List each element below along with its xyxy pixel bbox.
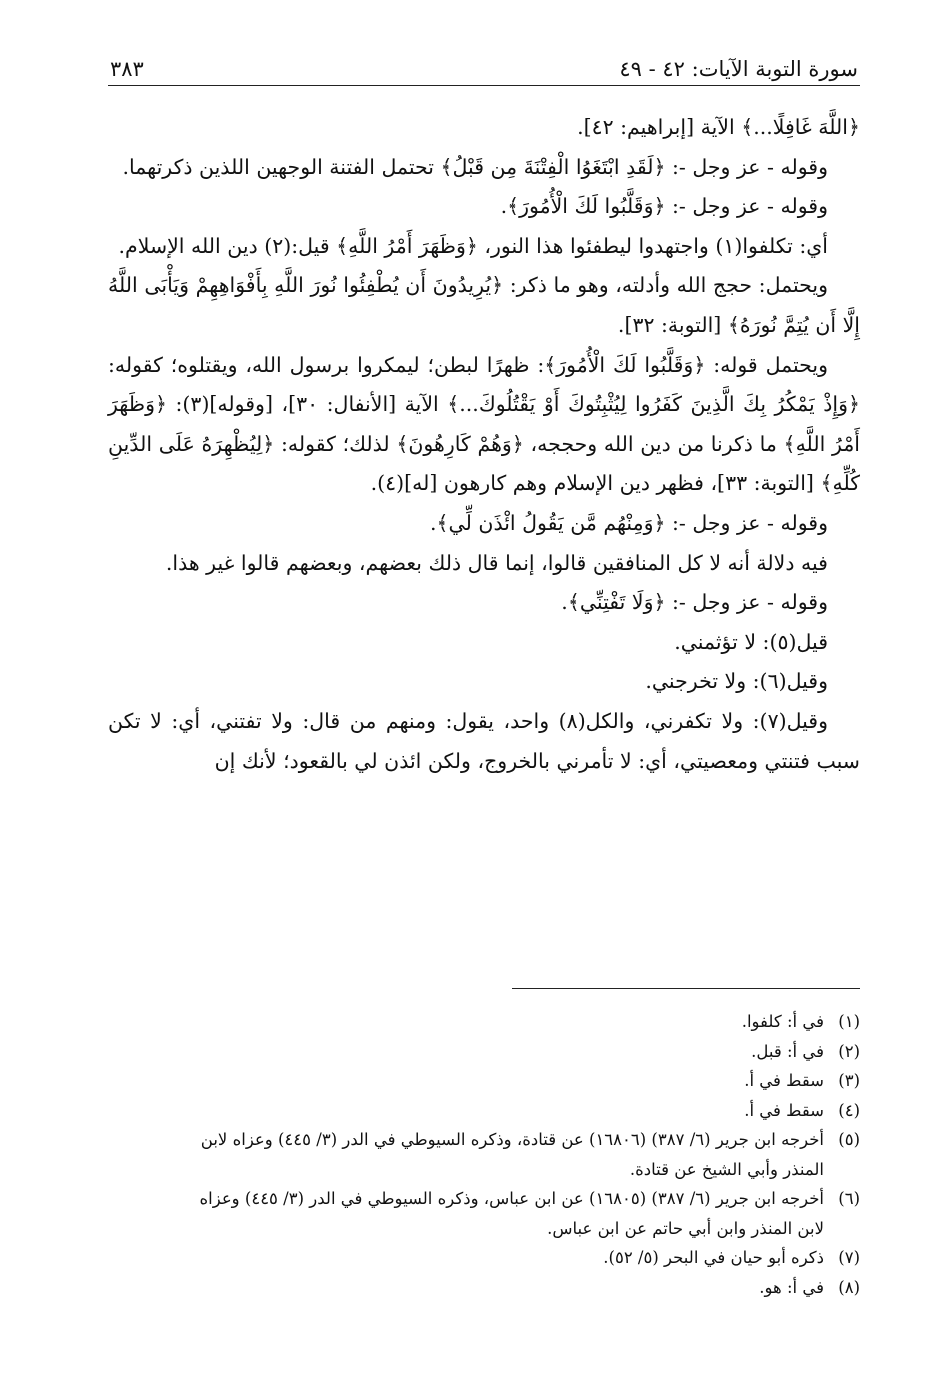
footnote-text: أخرجه ابن جرير (٦/ ٣٨٧) (١٦٨٠٦) عن قتادة، وذكره السيوطي في الدر (٣/ ٤٤٥) وعزاه لابن — [200, 1130, 824, 1149]
footnote-number: (٦) — [838, 1189, 860, 1208]
footnote-text: سقط في أ. — [744, 1100, 824, 1120]
footnote — [108, 1037, 860, 1067]
book-page — [108, 52, 860, 1352]
footnote-number: (٨) — [838, 1277, 860, 1297]
footnote — [108, 1184, 860, 1214]
paragraph: ﴿اللَّهَ غَافِلًا...﴾ الآية [إبراهيم: ٤٢]. — [577, 115, 860, 139]
footnote-number: (٢) — [838, 1041, 860, 1061]
footnote-continuation: المنذر وأبي الشيخ عن قتادة. — [629, 1159, 824, 1179]
page-number: ٣٨٣ — [110, 57, 144, 81]
main-text — [108, 108, 860, 781]
footnote-number: (١) — [838, 1012, 860, 1031]
paragraph: ويحتمل قوله: ﴿وَقَلَّبُوا لَكَ الْأُمُورَ﴾: ظهرًا لبطن؛ ليمكروا برسول الله، ويقتلوه؛ كقوله: ﴿وَإِذْ يَمْكُرُ بِكَ الَّذِينَ كَفَرُوا لِيُثْبِتُوكَ أَوْ يَقْتُلُوكَ...﴾ الآية [الأنفال: ٣٠]، [وقوله](٣): ﴿وَظَهَرَ أَمْرُ اللَّهِ﴾ ما ذكرنا من دين الله وحججه، ﴿وَهُمْ كَارِهُونَ﴾ لذلك؛ كقوله: ﴿لِيُظْهِرَهُ عَلَى الدِّينِ كُلِّهِ﴾ [التوبة: ٣٣]، فظهر دين الإسلام وهم كارهون [له](٤). — [108, 352, 860, 496]
footnote — [108, 1273, 860, 1303]
footnote-text: أخرجه ابن جرير (٦/ ٣٨٧) (١٦٨٠٥) عن ابن عباس، وذكره السيوطي في الدر (٣/ ٤٤٥) وعزاه — [199, 1189, 824, 1208]
footnote-number: (٥) — [838, 1130, 860, 1149]
paragraph: وقيل(٧): ولا تكفرني، والكل(٨) واحد، يقول: ومنهم من قال: ولا تفتني، أي: لا تكن سبب فتنتي ومعصيتي، أي: لا تأمرني بالخروج، ولكن ائذن لي بالقعود؛ لأنك إن — [108, 708, 860, 773]
paragraph: قيل(٥): لا تؤثمني. — [674, 629, 828, 654]
footnote — [108, 1243, 860, 1273]
paragraph: وقيل(٦): ولا تخرجني. — [645, 669, 828, 694]
paragraph: ويحتمل: حجج الله وأدلته، وهو ما ذكر: ﴿يُرِيدُونَ أَن يُطْفِئُوا نُورَ اللَّهِ بِأَفْوَاهِهِمْ وَيَأْبَى اللَّهُ إِلَّا أَن يُتِمَّ نُورَهُ﴾ [التوبة: ٣٢]. — [108, 273, 860, 337]
footnote — [108, 1096, 860, 1126]
paragraph: وقوله - عز وجل -: ﴿وَقَلَّبُوا لَكَ الْأُمُورَ﴾. — [500, 194, 828, 219]
footnote-text: سقط في أ. — [744, 1071, 824, 1090]
footnote-number: (٧) — [838, 1248, 860, 1267]
footnote-text: ذكره أبو حيان في البحر (٥/ ٥٢). — [603, 1248, 824, 1267]
footnote-number: (٣) — [838, 1071, 860, 1090]
paragraph: وقوله - عز وجل -: ﴿وَمِنْهُم مَّن يَقُولُ ائْذَن لِّي﴾. — [430, 510, 828, 535]
paragraph: أي: تكلفوا(١) واجتهدوا ليطفئوا هذا النور، ﴿وَظَهَرَ أَمْرُ اللَّهِ﴾ قيل:(٢) دين الله الإسلام. — [118, 233, 828, 258]
paragraph: وقوله - عز وجل -: ﴿وَلَا تَفْتِنِّي﴾. — [561, 590, 828, 615]
paragraph: وقوله - عز وجل -: ﴿لَقَدِ ابْتَغَوُا الْفِتْنَةَ مِن قَبْلُ﴾ تحتمل الفتنة الوجهين اللذين ذكرتهما. — [122, 154, 828, 179]
page-header — [108, 52, 860, 86]
footnote-text: في أ: هو. — [759, 1277, 824, 1297]
footnote-text: في أ: كلفوا. — [741, 1012, 824, 1031]
footnote — [108, 1066, 860, 1096]
footnote-separator — [512, 988, 860, 989]
paragraph: فيه دلالة أنه لا كل المنافقين قالوا، إنما قال ذلك بعضهم، وبعضهم قالوا غير هذا. — [165, 550, 828, 575]
running-title: سورة التوبة الآيات: ٤٢ - ٤٩ — [619, 57, 858, 81]
footnote-number: (٤) — [838, 1100, 860, 1120]
footnotes — [108, 1007, 860, 1302]
footnote — [108, 1007, 860, 1037]
footnote-text: في أ: قبل. — [751, 1041, 824, 1061]
footnote-continuation: لابن المنذر وابن أبي حاتم عن ابن عباس. — [547, 1218, 824, 1238]
footnote — [108, 1125, 860, 1155]
